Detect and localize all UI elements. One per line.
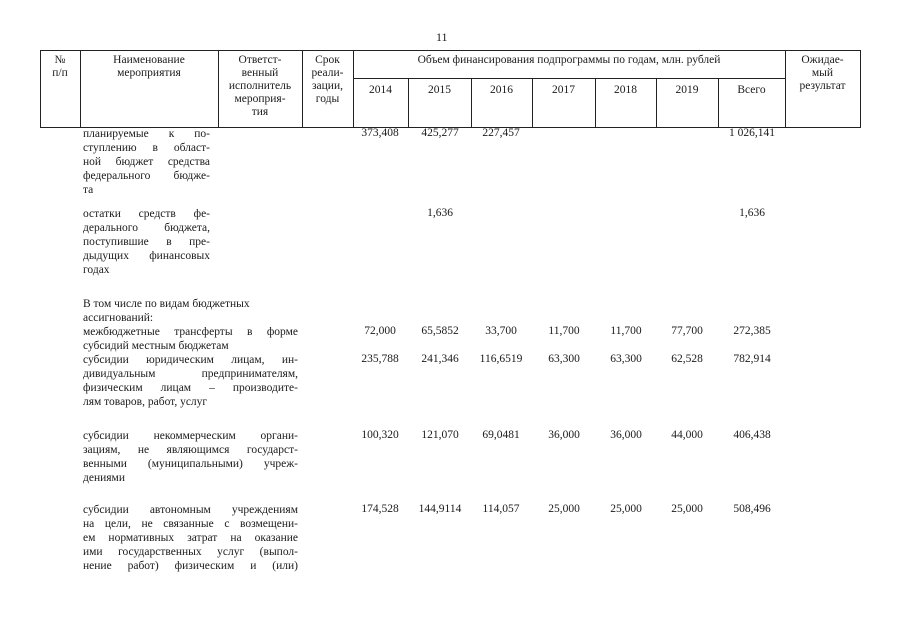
cell-2014: 174,528: [361, 503, 399, 515]
header-col-responsible: Ответст- венный исполнитель мероприя- тия: [228, 54, 292, 118]
cell-2014: 235,788: [361, 353, 399, 365]
row-label: планируемые к по- ступлению в област- ной бюджет средства федерального бюдже- та: [83, 128, 210, 196]
row-label: субсидии юридическим лицам, ин- дивидуальным предпринимателям, физическим лицам – производите- лям товаров, работ, услуг: [83, 354, 298, 408]
header-year-2016: 2016: [490, 84, 513, 96]
cell-2017: 25,000: [548, 503, 580, 515]
cell-total: 508,496: [733, 503, 771, 515]
header-total: Всего: [737, 84, 766, 96]
cell-2018: 63,300: [610, 353, 642, 365]
header-col-number: № п/п: [52, 54, 68, 79]
row-label: субсидии некоммерческим органи- зациям, не являющимся государст- венными (муниципальными) учреж- дениями: [83, 430, 298, 484]
cell-2019: 77,700: [671, 325, 703, 337]
header-col-name: Наименование мероприятия: [113, 54, 185, 79]
cell-2017: 63,300: [548, 353, 580, 365]
cell-total: 272,385: [733, 325, 771, 337]
cell-2015: 1,636: [427, 207, 453, 219]
cell-2015: 144,9114: [418, 503, 462, 515]
cell-2016: 33,700: [485, 325, 517, 337]
cell-2019: 44,000: [671, 429, 703, 441]
row-label: субсидии автономным учреждениям на цели, не связанные с возмещени- ем нормативных затрат на оказание ими государственных услуг (выпол- нение работ) физическим и (или): [83, 504, 298, 572]
cell-total: 1,636: [739, 207, 765, 219]
cell-2017: 36,000: [548, 429, 580, 441]
header-col-result: Ожидае- мый результат: [799, 54, 846, 92]
row-label: остатки средств фе- дерального бюджета, поступившие в пре- дыдущих финансовых годах: [83, 208, 210, 276]
header-year-2014: 2014: [369, 84, 392, 96]
cell-2015: 121,070: [421, 429, 459, 441]
header-year-2019: 2019: [675, 84, 699, 96]
header-year-2018: 2018: [614, 84, 637, 96]
cell-2018: 11,700: [610, 325, 642, 337]
cell-2015: 425,277: [421, 127, 459, 139]
header-year-2017: 2017: [552, 84, 575, 96]
header-year-2015: 2015: [428, 84, 451, 96]
cell-2018: 25,000: [610, 503, 642, 515]
header-col-finance: Объем финансирования подпрограммы по годам, млн. рублей: [417, 54, 721, 66]
cell-2016: 116,6519: [479, 353, 523, 365]
cell-2016: 114,057: [482, 503, 520, 515]
cell-2015: 65,5852: [421, 325, 459, 337]
cell-total: 782,914: [733, 353, 771, 365]
section-heading: В том числе по видам бюджетных ассигнований:: [83, 298, 250, 324]
header-col-term: Срок реали- зации, годы: [311, 54, 344, 105]
row-label: межбюджетные трансферты в форме субсидий местным бюджетам: [83, 326, 298, 352]
cell-2016: 227,457: [482, 127, 520, 139]
cell-2014: 72,000: [364, 325, 396, 337]
cell-total: 406,438: [733, 429, 771, 441]
cell-2015: 241,346: [421, 353, 459, 365]
cell-2014: 100,320: [361, 429, 399, 441]
cell-2019: 62,528: [671, 353, 703, 365]
cell-2016: 69,0481: [482, 429, 520, 441]
cell-2014: 373,408: [361, 127, 399, 139]
page-number: 11: [436, 30, 448, 44]
cell-2017: 11,700: [548, 325, 580, 337]
cell-total: 1 026,141: [729, 127, 775, 139]
cell-2018: 36,000: [610, 429, 642, 441]
cell-2019: 25,000: [671, 503, 703, 515]
